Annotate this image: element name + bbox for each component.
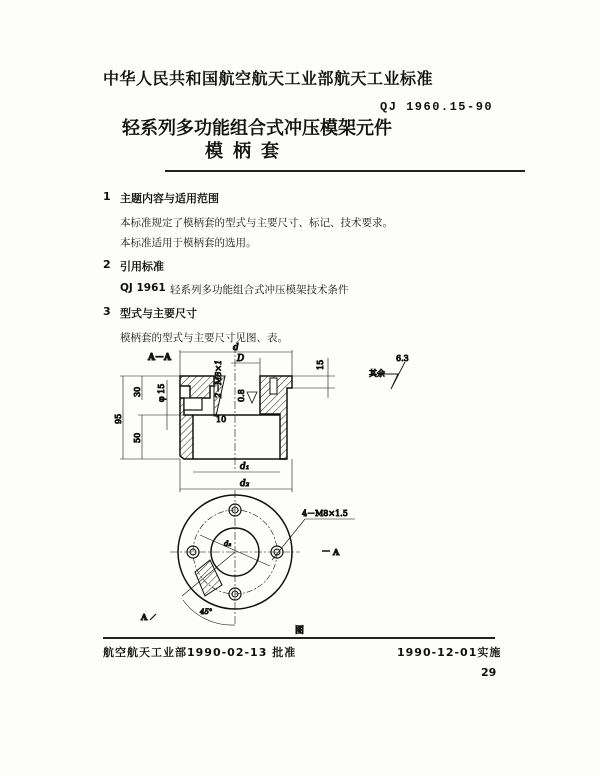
cut-mark-right: A xyxy=(333,547,340,557)
holes-label: 4－M8×1.5 xyxy=(302,509,348,518)
dim-50: 50 xyxy=(133,432,142,443)
dim-15: 15 xyxy=(316,359,325,370)
dim-roughness-08: 0.8 xyxy=(237,389,246,402)
section-1-para-2: 本标准适用于模柄套的选用。 xyxy=(120,237,257,249)
figure-caption: 图 xyxy=(295,626,305,636)
dim-thread: 2－M8×1 xyxy=(214,359,223,398)
dim-95: 95 xyxy=(114,413,123,424)
section-1-para-1: 本标准规定了模柄套的型式与主要尺寸、标记、技术要求。 xyxy=(120,217,393,229)
approval-date: 航空航天工业部1990-02-13 批准 xyxy=(103,646,297,659)
section-2-number: 2 xyxy=(103,258,111,271)
standard-number: QJ 1960.15-90 xyxy=(380,100,494,114)
section-1-heading: 主题内容与适用范围 xyxy=(120,192,219,205)
dim-d3: d₃ xyxy=(224,540,232,548)
section-2-heading: 引用标准 xyxy=(120,260,164,273)
dim-30: 30 xyxy=(133,386,142,397)
roughness-rest-label: 其余 xyxy=(369,369,385,378)
issuer-heading: 中华人民共和国航空航天工业部航天工业标准 xyxy=(103,69,434,88)
section-1-number: 1 xyxy=(103,190,111,203)
angle-45: 45° xyxy=(200,608,213,616)
document-title: 轻系列多功能组合式冲压模架元件 xyxy=(122,118,392,139)
dim-d1: d₁ xyxy=(240,462,250,472)
section-label: A－A xyxy=(148,353,171,363)
document-subtitle: 模柄套 xyxy=(205,141,289,162)
section-3-heading: 型式与主要尺寸 xyxy=(120,307,197,320)
cut-mark-left: A xyxy=(141,612,148,622)
section-view xyxy=(120,345,405,492)
section-3-para-1: 模柄套的型式与主要尺寸见图、表。 xyxy=(120,332,288,344)
dim-10: 10 xyxy=(216,415,227,424)
section-3-number: 3 xyxy=(103,305,111,318)
reference-title: 轻系列多功能组合式冲压模架技术条件 xyxy=(170,284,349,296)
effective-date: 1990-12-01实施 xyxy=(397,646,502,659)
reference-code: QJ 1961 xyxy=(120,282,166,294)
footer-rule xyxy=(103,637,495,639)
dim-D: D xyxy=(237,354,245,364)
roughness-symbol xyxy=(384,362,405,389)
dim-phi15: φ 15 xyxy=(157,383,166,402)
dim-d2: d₂ xyxy=(240,479,250,489)
roughness-value: 6.3 xyxy=(396,354,409,363)
dim-d: d xyxy=(233,343,239,353)
page-number: 29 xyxy=(481,666,497,679)
